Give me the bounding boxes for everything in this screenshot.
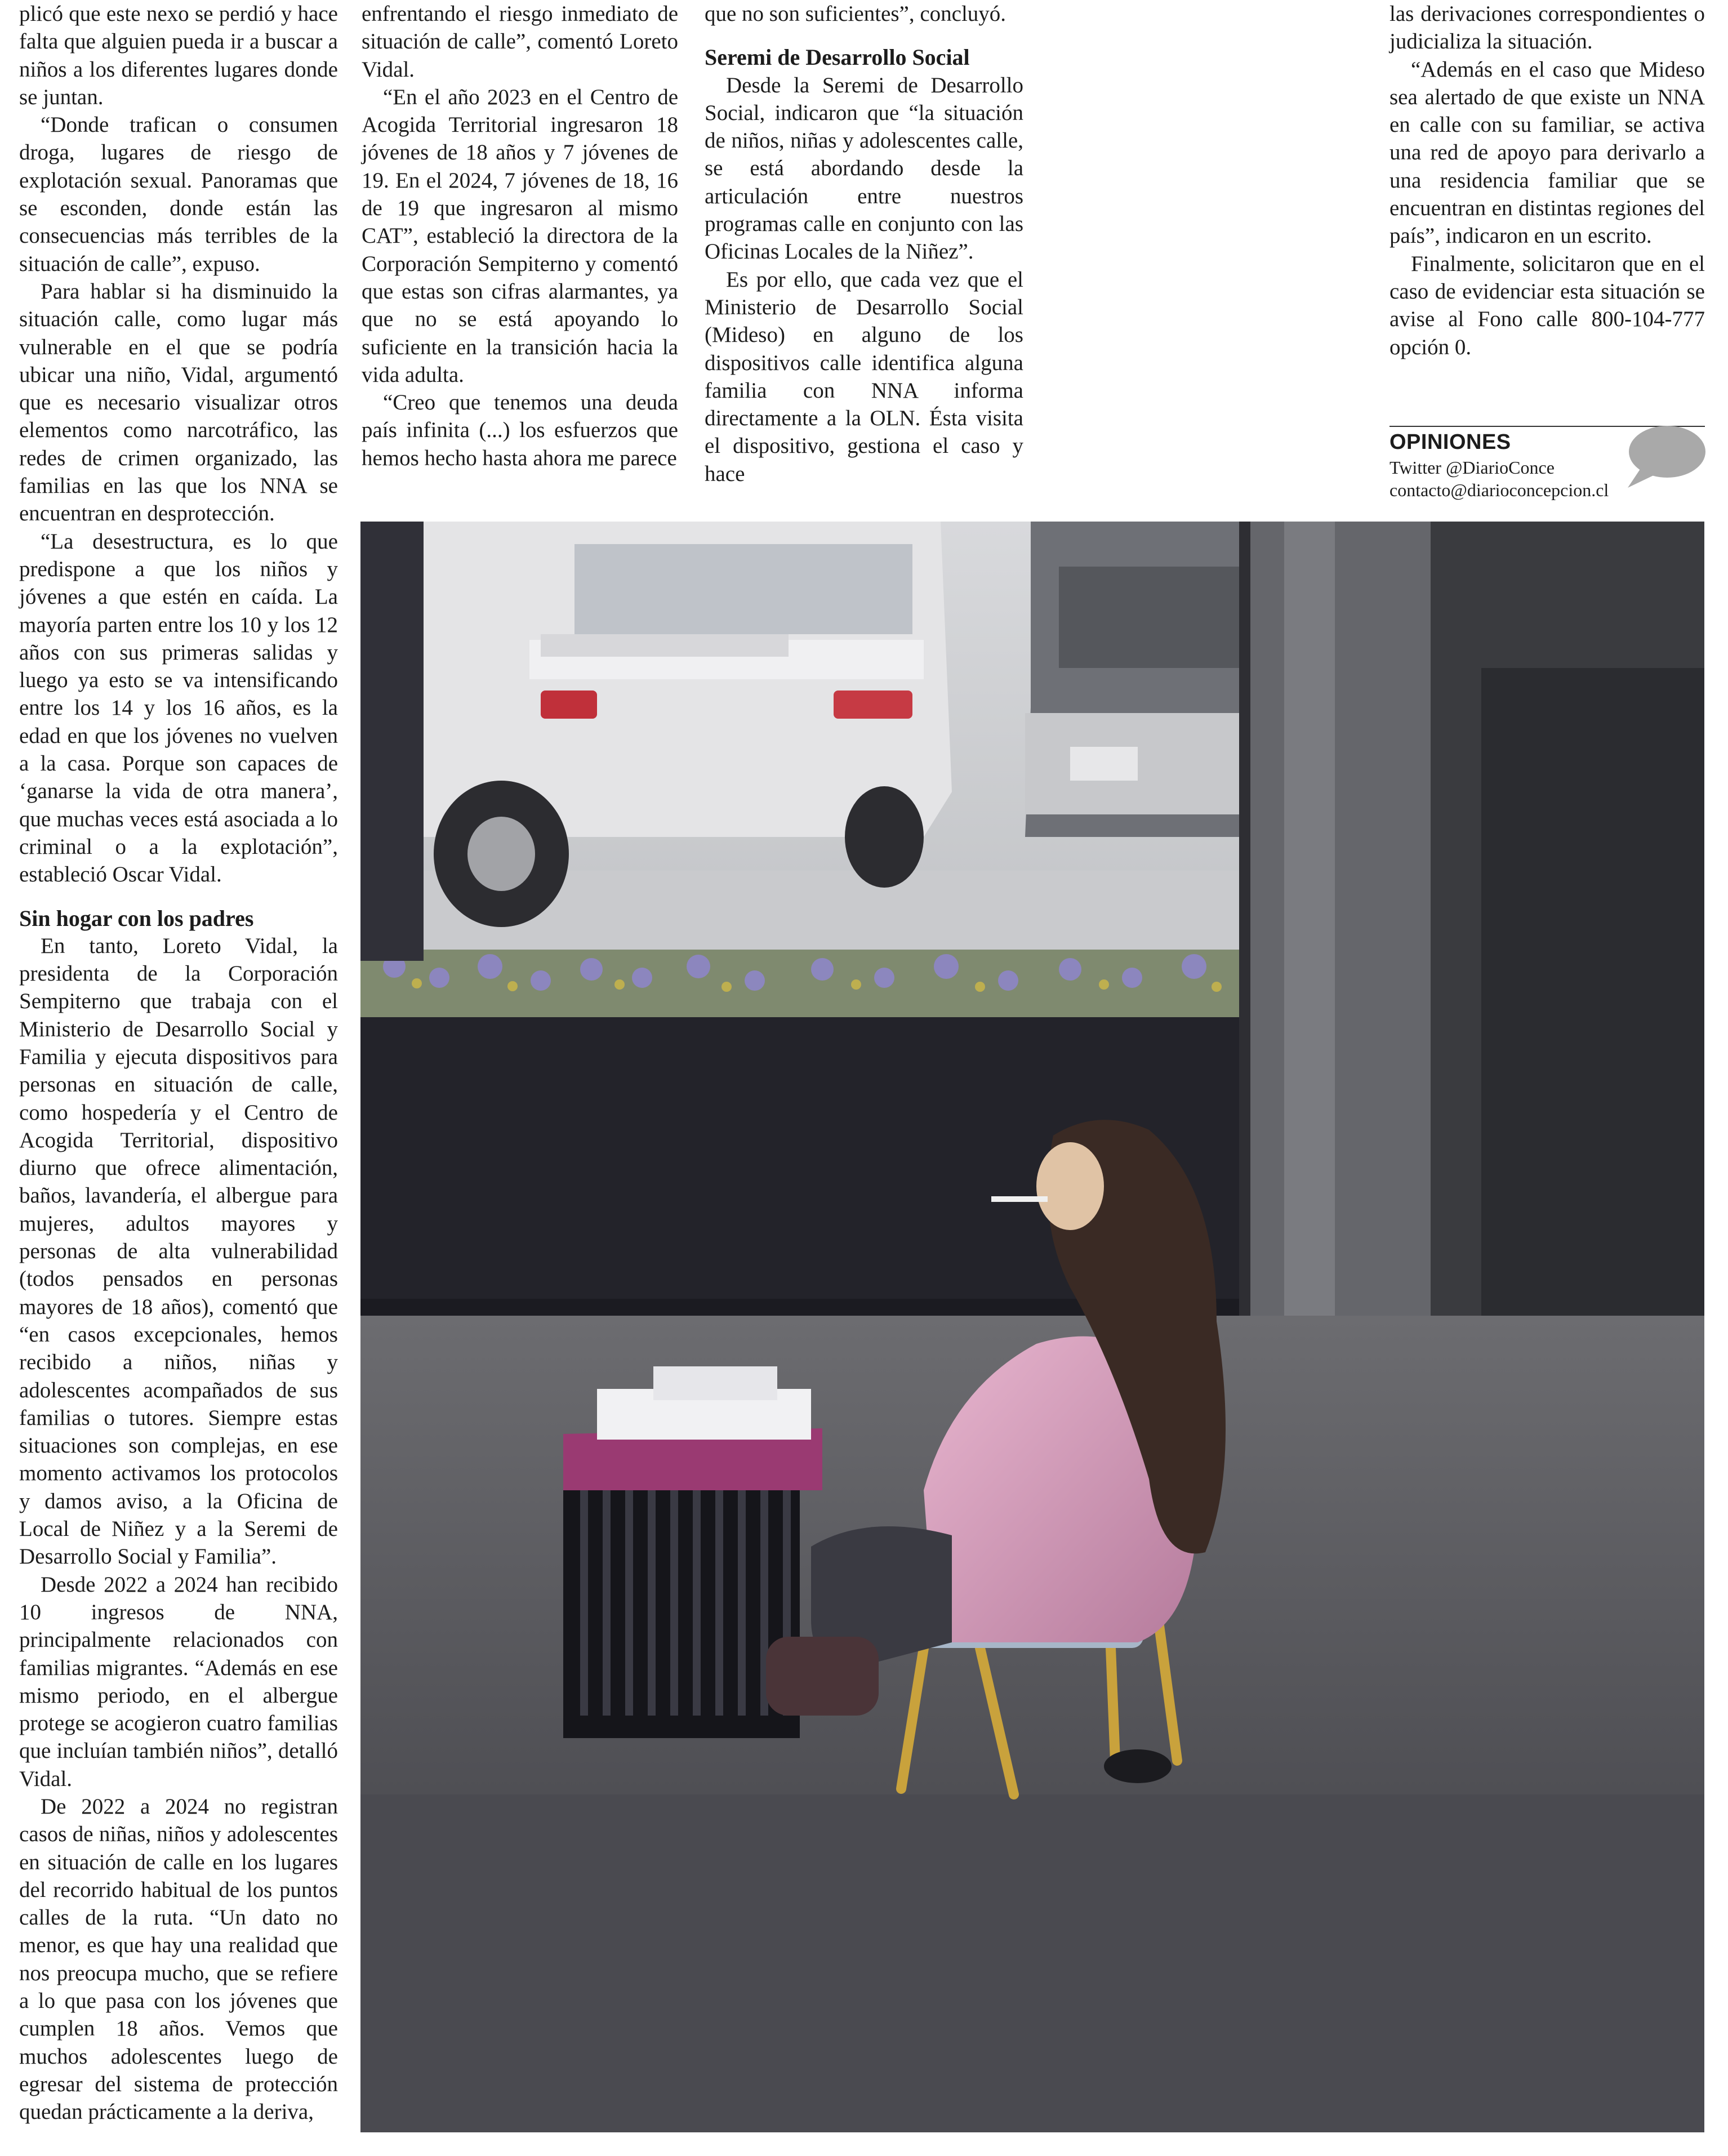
paragraph: Desde la Seremi de Desarrollo Social, indicaron que “la situación de niños, niñas y adolescentes calle, se está abordando desde la articulación entre nuestros programas calle en conjunto con las Oficinas Locales de la Niñez”. <box>705 73 1023 264</box>
paragraph: Es por ello, que cada vez que el Ministerio de Desarrollo Social (Mideso) en alguno de los dispositivos calle identifica alguna familia con NNA informa directamente a la OLN. Ésta visita el dispositivo, gestiona el caso y hace <box>705 267 1023 486</box>
paragraph: De 2022 a 2024 no registran casos de niñas, niños y adolescentes en situación de calle en los lugares del recorrido habitual de los puntos calles de la ruta. “Un dato no menor, es que hay una realidad que nos preocupa mucho, que se refiere a lo que pasa con los jóvenes que cumplen 18 años. Vemos que muchos adolescentes luego de egresar del sistema de protección quedan prácticamente a la deriva, <box>19 1794 338 2124</box>
paragraph: que no son suficientes”, concluyó. <box>705 2 1006 26</box>
paragraph: enfrentando el riesgo inmediato de situación de calle”, comentó Loreto Vidal. <box>362 2 678 82</box>
paragraph: “Creo que tenemos una deuda país infinita (...) los esfuerzos que hemos hecho hasta ahora me parece <box>362 390 678 470</box>
paragraph: “En el año 2023 en el Centro de Acogida Territorial ingresaron 18 jóvenes de 18 años y 7 jóvenes de 19. En el 2024, 7 jóvenes de 18, 16 de 19 que ingresaron al mismo CAT”, estableció la directora de la Corporación Sempiterno y comentó que estas son cifras alarmantes, ya que no se está apoyando lo suficiente en la transición hacia la vida adulta. <box>362 84 678 387</box>
paragraph: Desde 2022 a 2024 han recibido 10 ingresos de NNA, principalmente relacionados con familias migrantes. “Además en ese mismo periodo, en el albergue protege se acogieron cuatro familias que incluían también niños”, detalló Vidal. <box>19 1572 338 1791</box>
article-column-2 <box>362 0 678 472</box>
paragraph: plicó que este nexo se perdió y hace falta que alguien pueda ir a buscar a niños a los diferentes lugares donde se juntan. <box>19 2 338 109</box>
paragraph: las derivaciones correspondientes o judicializa la situación. <box>1389 2 1705 54</box>
section-heading: Sin hogar con los padres <box>19 905 254 931</box>
paragraph: “La desestructura, es lo que predispone a que los niños y jóvenes a que estén en caída. La mayoría parten entre los 10 y los 12 años con sus primeras salidas y luego ya esto se va intensificando entre los 14 y los 16 años, es la edad en que los jóvenes no vuelven a la casa. Porque son capaces de ‘ganarse la vida de otra manera’, que muchas veces está asociada a lo criminal o a la explotación”, estableció Oscar Vidal. <box>19 529 338 887</box>
speech-bubble-icon <box>1620 424 1705 491</box>
paragraph: Finalmente, solicitaron que en el caso de evidenciar esta situación se avise al Fono calle 800-104-777 opción 0. <box>1389 251 1705 359</box>
news-photo <box>360 522 1704 2132</box>
twitter-handle[interactable]: Twitter @DiarioConce <box>1389 457 1555 478</box>
contact-email[interactable]: contacto@diarioconcepcion.cl <box>1389 480 1609 500</box>
article-column-3 <box>705 0 1023 488</box>
paragraph: En tanto, Loreto Vidal, la presidenta de la Corporación Sempiterno que trabaja con el Ministerio de Desarrollo Social y Familia y ejecuta dispositivos para personas en situación de calle, como hospedería y el Centro de Acogida Territorial, dispositivo diurno que ofrece alimentación, baños, lavandería, el albergue para mujeres, adultos mayores y personas de alta vulnerabilidad (todos pensados en personas mayores de 18 años), comentó que “en casos excepcionales, hemos recibido a niños, niñas y adolescentes acompañados de sus familias o tutores. Siempre estas situaciones son complejas, en ese momento activamos los protocolos y damos aviso, a la Oficina de Local de Niñez y a la Seremi de Desarrollo Social y Familia”. <box>19 933 338 1569</box>
article-column-1 <box>19 0 338 2126</box>
paragraph: “Además en el caso que Mideso sea alertado de que existe un NNA en calle con su familiar, se activa una red de apoyo para derivarlo a una residencia familiar que se encuentran en distintas regiones del país”, indicaron en un escrito. <box>1389 57 1705 248</box>
section-heading: Seremi de Desarrollo Social <box>705 44 970 70</box>
photo-illustration <box>360 522 1704 2132</box>
paragraph: Para hablar si ha disminuido la situación calle, como lugar más vulnerable en el que se podría ubicar una niño, Vidal, argumentó que es necesario visualizar otros elementos como narcotráfico, las redes de crimen organizado, las familias en las que los NNA se encuentran en desprotección. <box>19 279 338 526</box>
opinions-title: OPINIONES <box>1389 430 1511 454</box>
paragraph: “Donde trafican o consumen droga, lugares de riesgo de explotación sexual. Panoramas que se esconden, donde están las consecuencias más terribles de la situación de calle”, expuso. <box>19 113 338 276</box>
article-column-4 <box>1389 0 1705 361</box>
